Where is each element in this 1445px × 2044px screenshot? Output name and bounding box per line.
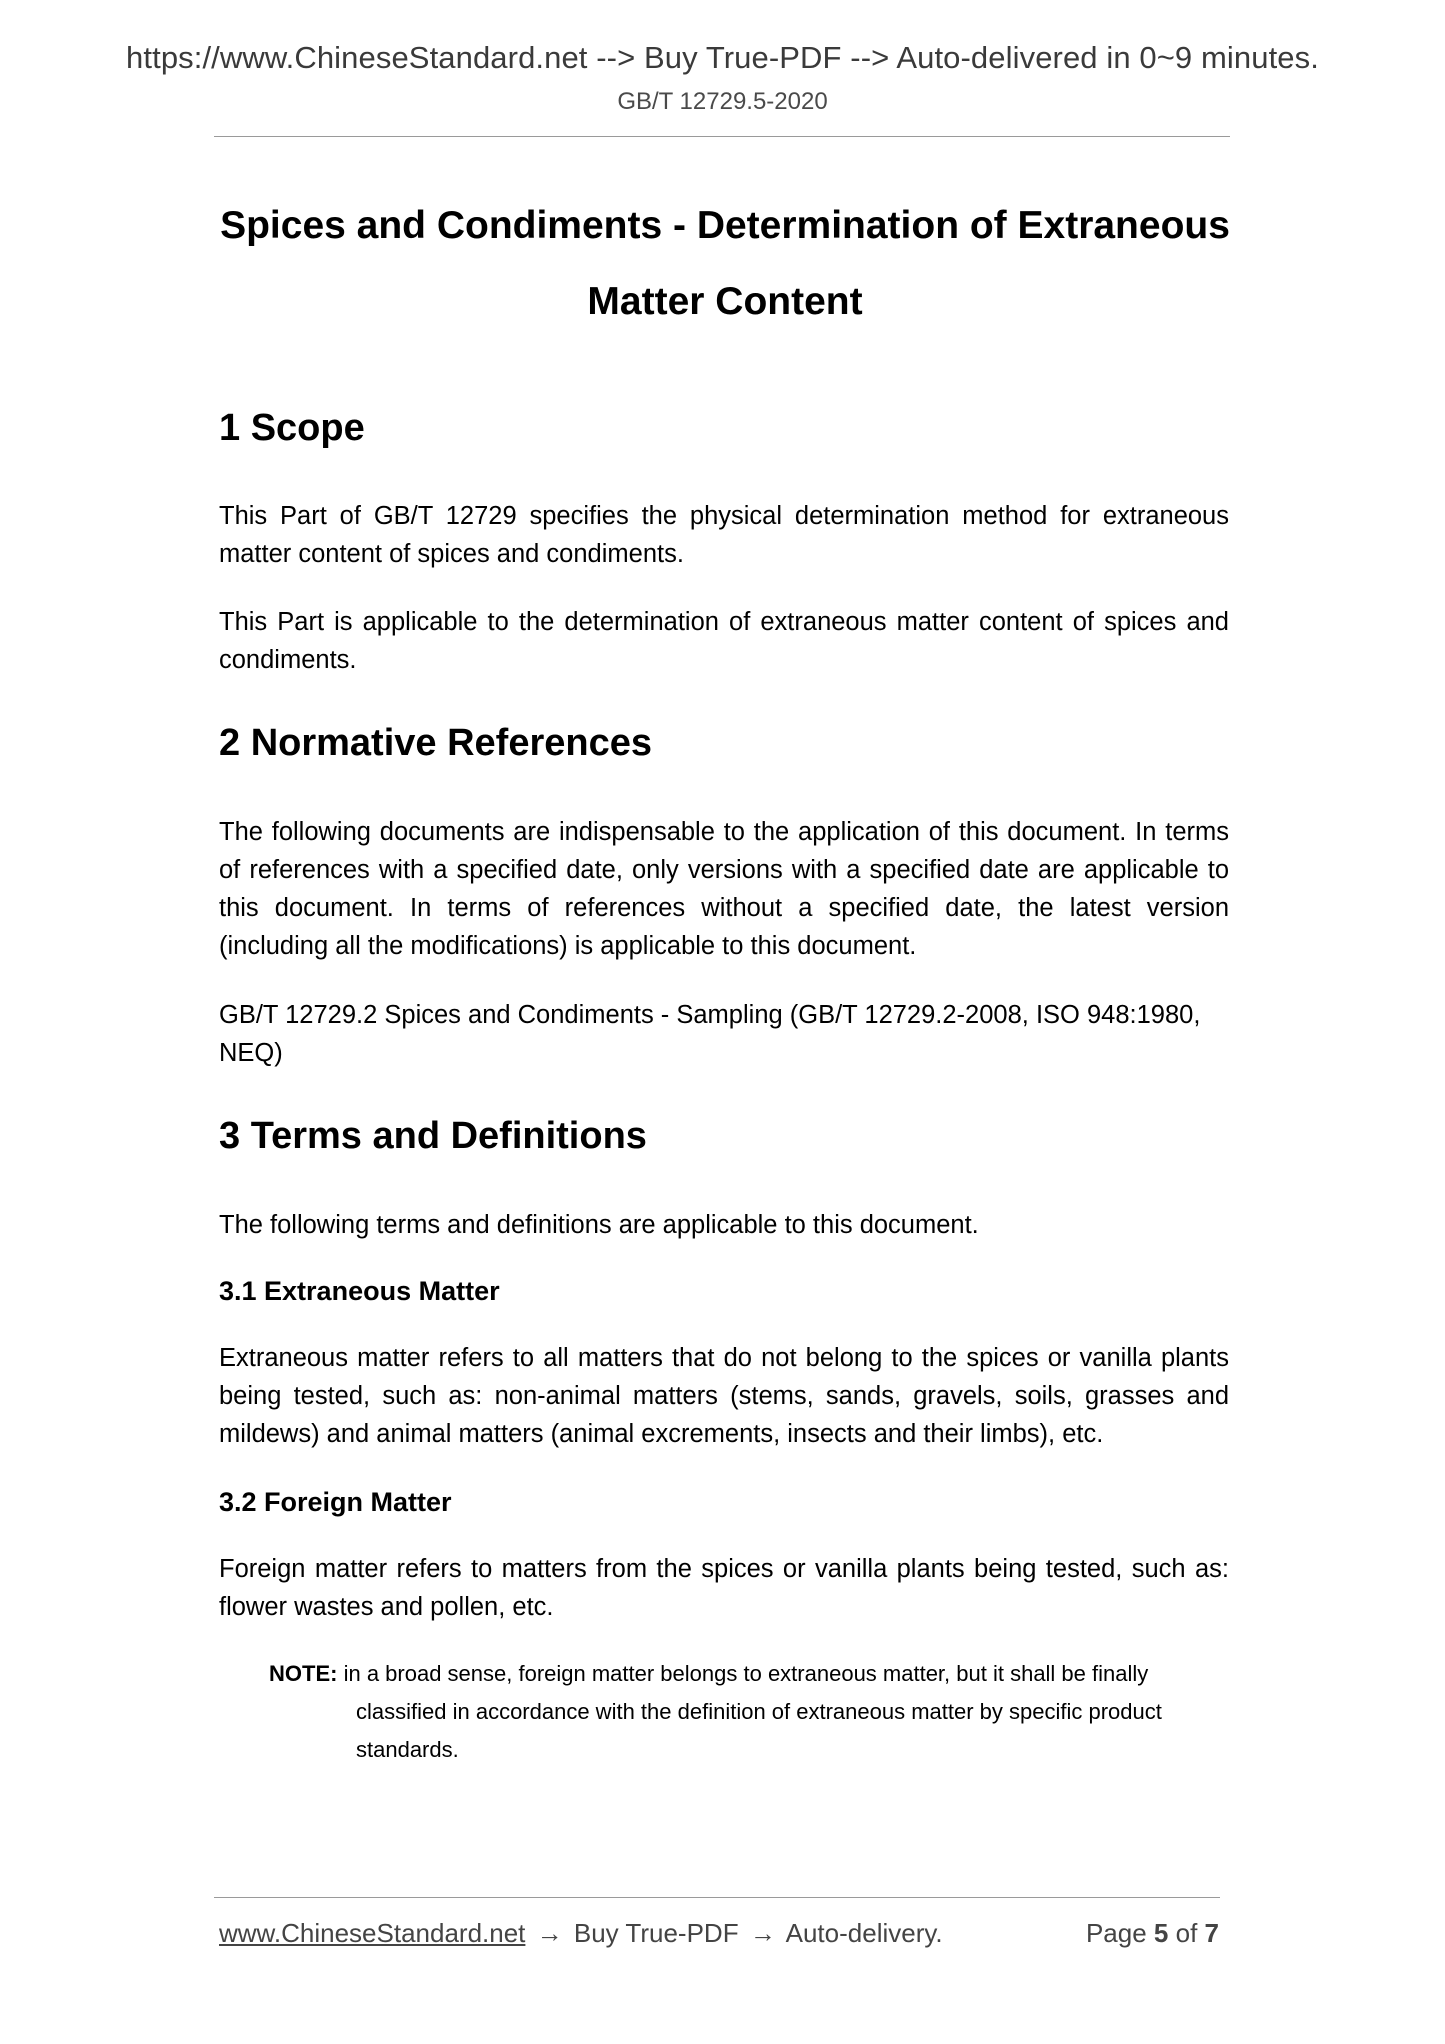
term-text-foreign-matter: Foreign matter refers to matters from the spices or vanilla plants being tested, such as: flower wastes and pollen, etc. [219, 1555, 1229, 1621]
section-heading-scope: 1 Scope [219, 407, 365, 449]
document-id: GB/T 12729.5-2020 [617, 88, 828, 115]
scope-paragraph-2: This Part is applicable to the determination of extraneous matter content of spices and condiments. [219, 608, 1229, 674]
top-banner: https://www.ChineseStandard.net --> Buy True-PDF --> Auto-delivered in 0~9 minutes. [126, 40, 1319, 75]
note-text-1: in a broad sense, foreign matter belongs to extraneous matter, but it shall be finally [343, 1661, 1149, 1686]
arrow-right-icon-2: → [749, 1918, 776, 1948]
page-indicator [1086, 1918, 1219, 1949]
note-line-3: standards. [356, 1737, 459, 1762]
term-text-extraneous-matter: Extraneous matter refers to all matters that do not belong to the spices or vanilla plants being tested, such as: non-animal matters (stems, sands, gravels, soils, grasses and mildews) and animal matters (animal excrements, insects and their limbs), etc. [219, 1344, 1229, 1448]
section-heading-normative-references: 2 Normative References [219, 722, 652, 764]
term-heading-extraneous-matter: 3.1 Extraneous Matter [219, 1276, 500, 1306]
document-title [219, 188, 1231, 340]
note-label: NOTE: [269, 1661, 338, 1686]
page-number: 5 [1153, 1918, 1169, 1948]
scope-paragraph-1: This Part of GB/T 12729 specifies the physical determination method for extraneous matter content of spices and condiments. [219, 502, 1229, 568]
title-line-1: Spices and Condiments - Determination of Extraneous [220, 204, 1230, 247]
title-line-2: Matter Content [587, 280, 863, 323]
footer-divider [214, 1897, 1220, 1898]
footer-site-link[interactable]: www.ChineseStandard.net [219, 1918, 526, 1948]
note-block [269, 1655, 1231, 1769]
normative-reference-line-1: GB/T 12729.2 Spices and Condiments - Sampling (GB/T 12729.2-2008, ISO 948:1980, [219, 1001, 1201, 1029]
header-divider [214, 136, 1230, 137]
of-word: of [1175, 1918, 1198, 1948]
terms-intro: The following terms and definitions are applicable to this document. [219, 1211, 979, 1239]
note-line-2: classified in accordance with the definition of extraneous matter by specific product [356, 1699, 1162, 1724]
page-word: Page [1085, 1918, 1147, 1948]
arrow-right-icon: → [536, 1918, 563, 1948]
term-heading-foreign-matter: 3.2 Foreign Matter [219, 1487, 452, 1517]
normative-reference-line-2: NEQ) [219, 1039, 283, 1067]
normative-paragraph-1: The following documents are indispensable to the application of this document. In terms of references with a specified date, only versions with a specified date are applicable to this document. In terms of references without a specified date, the latest version (including all the modifications) is applicable to this document. [219, 818, 1229, 960]
section-heading-terms-definitions: 3 Terms and Definitions [219, 1115, 647, 1157]
page-total: 7 [1204, 1918, 1219, 1948]
normative-reference-entry [219, 996, 1229, 1072]
note-line-1 [269, 1655, 1231, 1693]
page-footer [219, 1918, 1219, 1949]
footer-buy-text: Buy True-PDF [573, 1918, 739, 1948]
footer-delivery-text: Auto-delivery. [785, 1918, 943, 1948]
